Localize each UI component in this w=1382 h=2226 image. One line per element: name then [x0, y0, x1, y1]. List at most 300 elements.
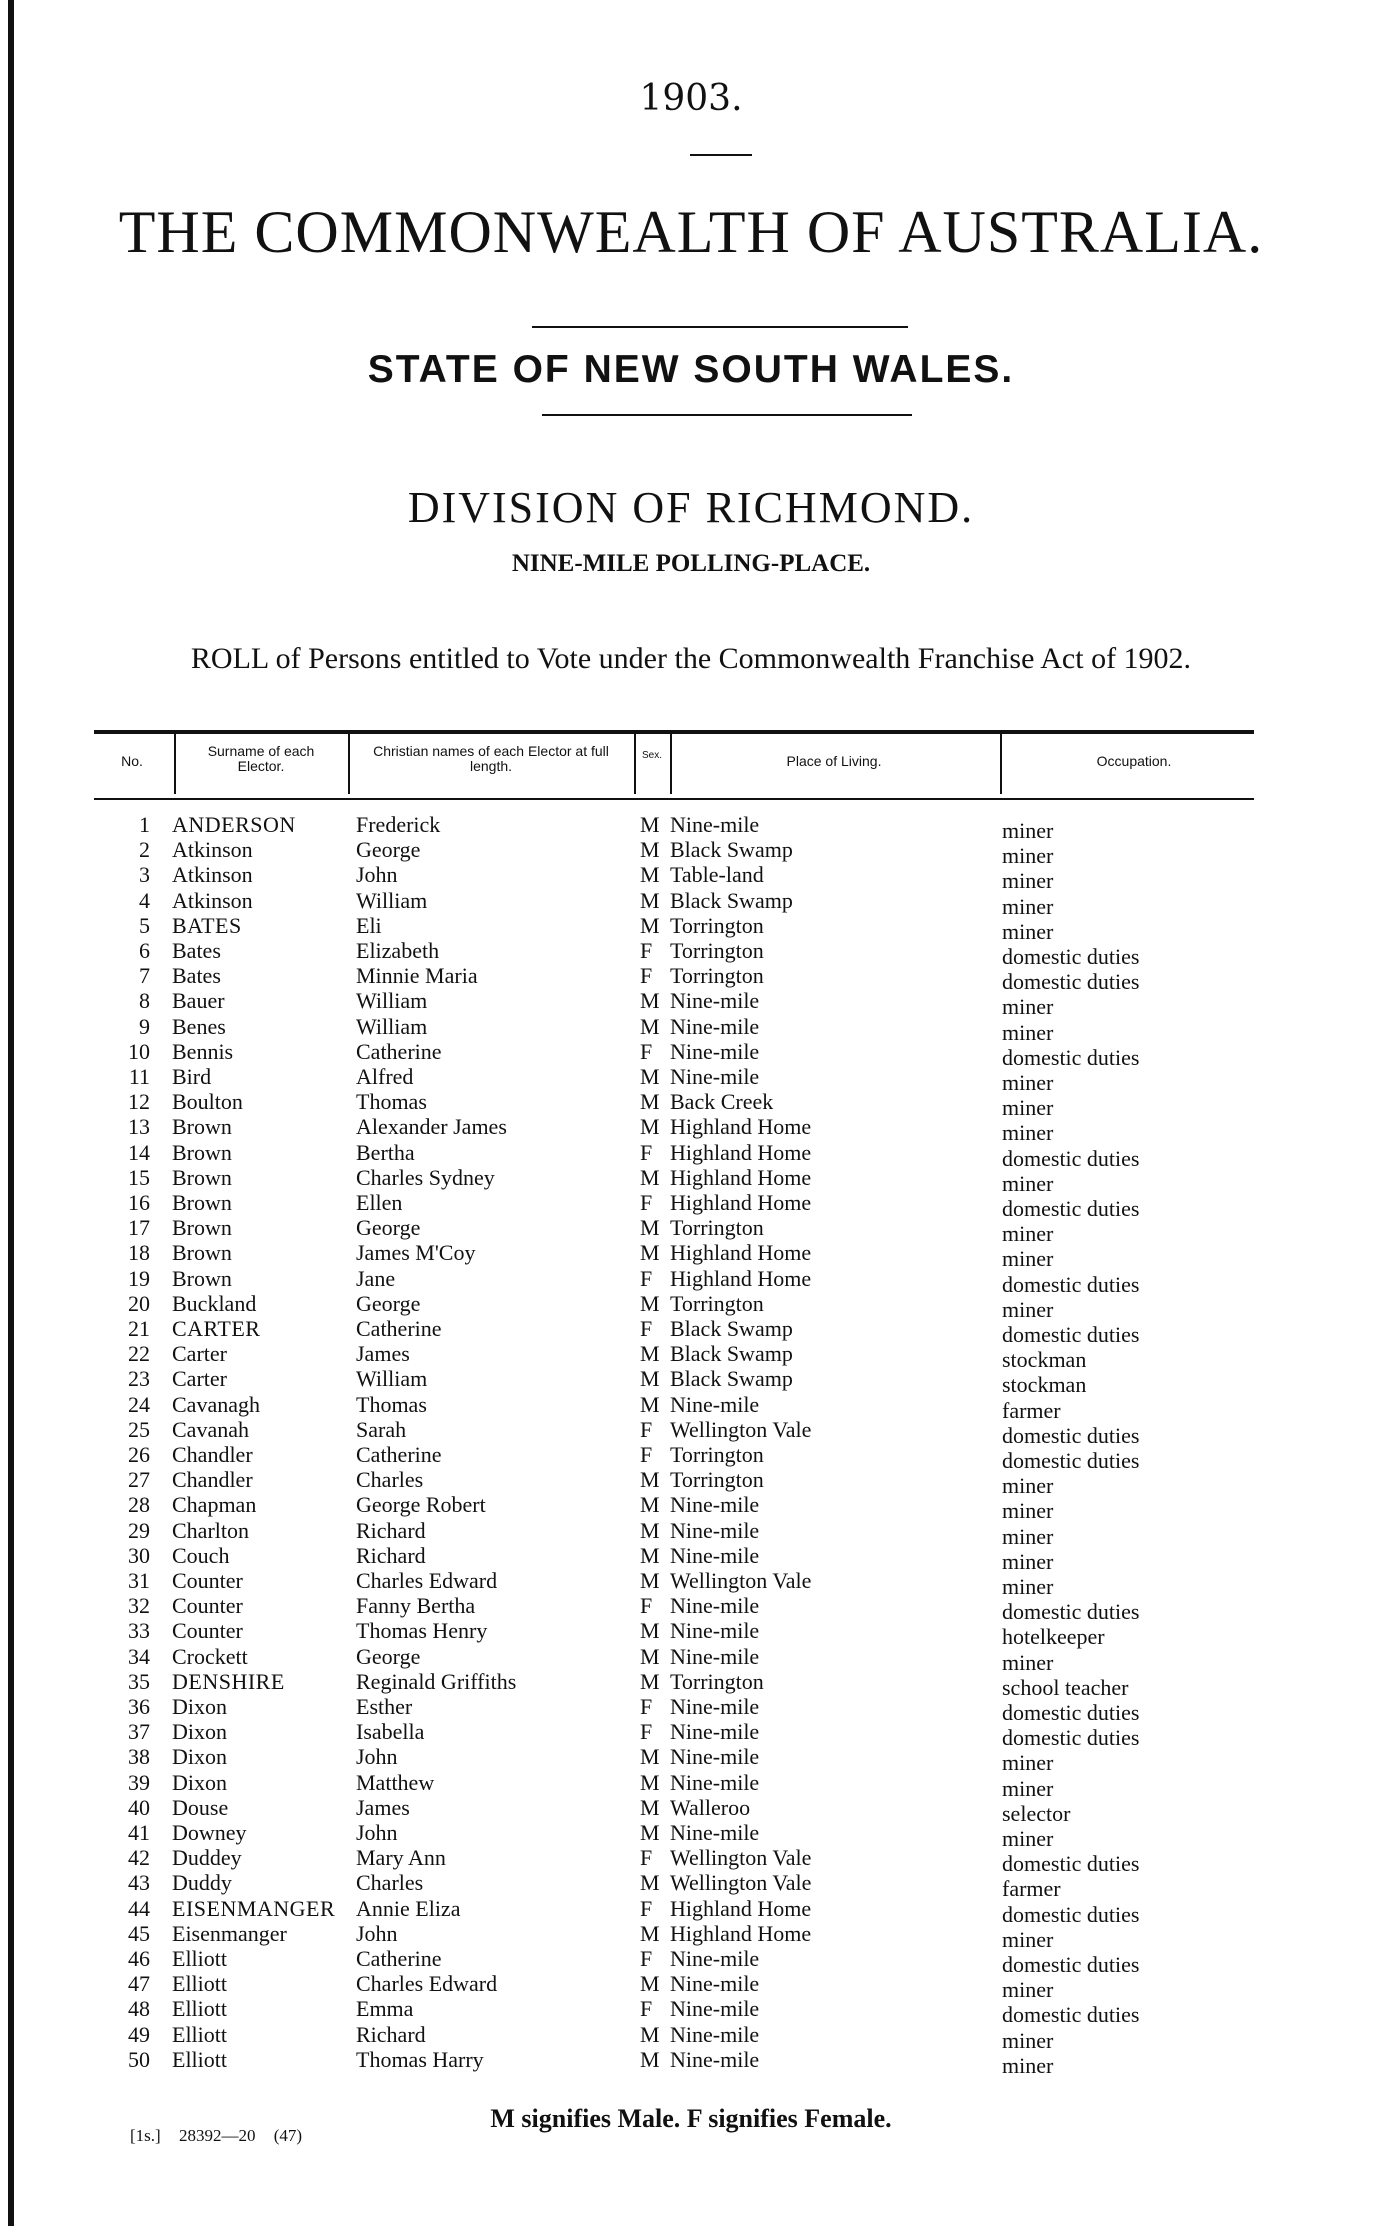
table-row: [0, 1392, 1382, 1423]
table-row: [0, 1291, 1382, 1322]
elector-sex: M: [640, 2022, 660, 2047]
elector-occupation: domestic duties: [1002, 1146, 1140, 1171]
elector-surname: Douse: [172, 1795, 229, 1820]
elector-christian-names: Charles Edward: [356, 1971, 498, 1996]
elector-number: 43: [128, 1870, 150, 1895]
elector-place-of-living: Wellington Vale: [670, 1568, 812, 1593]
elector-surname: Cavanagh: [172, 1392, 260, 1417]
elector-occupation: miner: [1002, 1246, 1054, 1271]
elector-christian-names: Charles Edward: [356, 1568, 498, 1593]
elector-occupation: selector: [1002, 1801, 1071, 1826]
elector-christian-names: Catherine: [356, 1316, 442, 1341]
elector-surname: Buckland: [172, 1291, 257, 1316]
elector-place-of-living: Wellington Vale: [670, 1417, 812, 1442]
elector-christian-names: William: [356, 988, 428, 1013]
col-header-surname: Surname of each Elector.: [207, 743, 315, 774]
table-row: [0, 1140, 1382, 1171]
elector-surname: Chapman: [172, 1492, 257, 1517]
table-row: [0, 1543, 1382, 1574]
elector-surname: Atkinson: [172, 837, 253, 862]
elector-occupation: domestic duties: [1002, 969, 1140, 994]
elector-surname: Dixon: [172, 1719, 227, 1744]
elector-place-of-living: Torrington: [670, 1467, 764, 1492]
elector-sex: M: [640, 1870, 660, 1895]
col-header-occupation: Occupation.: [1096, 753, 1172, 769]
elector-surname: Chandler: [172, 1467, 253, 1492]
elector-place-of-living: Nine-mile: [670, 1644, 760, 1669]
elector-place-of-living: Nine-mile: [670, 1014, 760, 1039]
elector-christian-names: John: [356, 1921, 398, 1946]
table-row: [0, 1744, 1382, 1775]
elector-surname: Elliott: [172, 1971, 227, 1996]
table-row: [0, 1719, 1382, 1750]
elector-sex: M: [640, 1543, 660, 1568]
elector-christian-names: Alexander James: [356, 1114, 507, 1139]
elector-christian-names: Catherine: [356, 1442, 442, 1467]
elector-christian-names: George: [356, 1644, 421, 1669]
col-header-no: No.: [121, 753, 143, 769]
elector-occupation: miner: [1002, 1927, 1054, 1952]
elector-surname: Counter: [172, 1568, 243, 1593]
elector-surname: Couch: [172, 1543, 230, 1568]
elector-occupation: domestic duties: [1002, 2002, 1140, 2027]
table-row: [0, 1240, 1382, 1271]
elector-christian-names: Esther: [356, 1694, 413, 1719]
elector-number: 16: [128, 1190, 150, 1215]
table-row: [0, 2022, 1382, 2053]
elector-number: 40: [128, 1795, 150, 1820]
elector-occupation: miner: [1002, 1750, 1054, 1775]
elector-occupation: miner: [1002, 1297, 1054, 1322]
elector-christian-names: William: [356, 1014, 428, 1039]
elector-occupation: miner: [1002, 1070, 1054, 1095]
elector-occupation: farmer: [1002, 1398, 1061, 1423]
elector-place-of-living: Nine-mile: [670, 812, 760, 837]
elector-occupation: miner: [1002, 1776, 1054, 1801]
elector-occupation: miner: [1002, 919, 1054, 944]
elector-number: 19: [128, 1266, 150, 1291]
roll-caption: ROLL of Persons entitled to Vote under the Commonwealth Franchise Act of 1902.: [190, 642, 1192, 675]
elector-occupation: miner: [1002, 868, 1054, 893]
elector-number: 27: [128, 1467, 150, 1492]
elector-number: 6: [139, 938, 150, 963]
table-row: [0, 1770, 1382, 1801]
elector-surname: Counter: [172, 1593, 243, 1618]
elector-number: 35: [128, 1669, 150, 1694]
elector-sex: M: [640, 1014, 660, 1039]
table-row: [0, 1644, 1382, 1675]
elector-occupation: stockman: [1002, 1372, 1087, 1397]
elector-number: 21: [128, 1316, 150, 1341]
elector-place-of-living: Black Swamp: [670, 1341, 793, 1366]
elector-occupation: miner: [1002, 994, 1054, 1019]
table-row: [0, 1971, 1382, 2002]
column-divider: [174, 734, 176, 794]
elector-christian-names: Ellen: [356, 1190, 403, 1215]
elector-surname: Elliott: [172, 2047, 227, 2072]
table-row: [0, 1492, 1382, 1523]
table-row: [0, 1089, 1382, 1120]
elector-christian-names: John: [356, 1744, 398, 1769]
elector-place-of-living: Nine-mile: [670, 1064, 760, 1089]
elector-number: 24: [128, 1392, 150, 1417]
elector-number: 25: [128, 1417, 150, 1442]
elector-sex: M: [640, 1921, 660, 1946]
elector-number: 47: [128, 1971, 150, 1996]
elector-number: 3: [139, 862, 150, 887]
elector-place-of-living: Nine-mile: [670, 1719, 760, 1744]
table-row: [0, 1215, 1382, 1246]
elector-christian-names: John: [356, 862, 398, 887]
elector-place-of-living: Back Creek: [670, 1089, 774, 1114]
page-title: THE COMMONWEALTH OF AUSTRALIA.: [118, 199, 1264, 265]
elector-place-of-living: Nine-mile: [670, 1618, 760, 1643]
elector-number: 1: [139, 812, 150, 837]
elector-occupation: domestic duties: [1002, 1599, 1140, 1624]
elector-christian-names: Eli: [356, 913, 382, 938]
elector-sex: M: [640, 1240, 660, 1265]
elector-christian-names: Emma: [356, 1996, 414, 2021]
table-row: [0, 1921, 1382, 1952]
elector-place-of-living: Nine-mile: [670, 1543, 760, 1568]
elector-place-of-living: Nine-mile: [670, 1946, 760, 1971]
elector-occupation: domestic duties: [1002, 1322, 1140, 1347]
elector-number: 7: [139, 963, 150, 988]
table-row: [0, 1946, 1382, 1977]
elector-place-of-living: Torrington: [670, 913, 764, 938]
elector-occupation: miner: [1002, 1549, 1054, 1574]
elector-place-of-living: Nine-mile: [670, 1518, 760, 1543]
elector-occupation: domestic duties: [1002, 1423, 1140, 1448]
elector-place-of-living: Nine-mile: [670, 1039, 760, 1064]
table-row: [0, 1845, 1382, 1876]
elector-occupation: hotelkeeper: [1002, 1624, 1105, 1649]
divider: [532, 326, 908, 328]
elector-sex: M: [640, 1568, 660, 1593]
table-row: [0, 2047, 1382, 2078]
elector-place-of-living: Nine-mile: [670, 1820, 760, 1845]
elector-number: 33: [128, 1618, 150, 1643]
elector-number: 15: [128, 1165, 150, 1190]
elector-number: 22: [128, 1341, 150, 1366]
elector-place-of-living: Nine-mile: [670, 2047, 760, 2072]
table-row: [0, 938, 1382, 969]
elector-christian-names: Richard: [356, 1543, 426, 1568]
elector-surname: Atkinson: [172, 888, 253, 913]
elector-sex: M: [640, 862, 660, 887]
elector-christian-names: Elizabeth: [356, 938, 440, 963]
elector-christian-names: Frederick: [356, 812, 441, 837]
elector-occupation: miner: [1002, 1498, 1054, 1523]
elector-place-of-living: Nine-mile: [670, 1770, 760, 1795]
elector-christian-names: Alfred: [356, 1064, 414, 1089]
elector-sex: M: [640, 2047, 660, 2072]
table-row: [0, 988, 1382, 1019]
table-row: [0, 1618, 1382, 1649]
table-row: [0, 1266, 1382, 1297]
elector-occupation: domestic duties: [1002, 1196, 1140, 1221]
polling-place-heading: NINE-MILE POLLING-PLACE.: [511, 550, 871, 577]
column-divider: [1000, 734, 1002, 794]
elector-surname: Elliott: [172, 1946, 227, 1971]
elector-surname: Bates: [172, 963, 221, 988]
elector-place-of-living: Torrington: [670, 1442, 764, 1467]
elector-place-of-living: Nine-mile: [670, 1392, 760, 1417]
elector-number: 30: [128, 1543, 150, 1568]
elector-place-of-living: Torrington: [670, 1291, 764, 1316]
elector-christian-names: Isabella: [356, 1719, 425, 1744]
elector-place-of-living: Highland Home: [670, 1921, 812, 1946]
table-row: [0, 1039, 1382, 1070]
elector-place-of-living: Nine-mile: [670, 1492, 760, 1517]
elector-number: 42: [128, 1845, 150, 1870]
table-row: [0, 1694, 1382, 1725]
elector-sex: M: [640, 812, 660, 837]
elector-christian-names: Minnie Maria: [356, 963, 478, 988]
elector-sex: F: [640, 1190, 653, 1215]
elector-sex: M: [640, 913, 660, 938]
table-row: [0, 1820, 1382, 1851]
table-row: [0, 1896, 1382, 1927]
elector-place-of-living: Highland Home: [670, 1140, 812, 1165]
table-row: [0, 1064, 1382, 1095]
elector-surname: Downey: [172, 1820, 247, 1845]
elector-occupation: domestic duties: [1002, 1448, 1140, 1473]
elector-occupation: domestic duties: [1002, 1851, 1140, 1876]
elector-sex: M: [640, 1114, 660, 1139]
elector-surname: Brown: [172, 1165, 232, 1190]
elector-sex: M: [640, 1644, 660, 1669]
elector-place-of-living: Black Swamp: [670, 1316, 793, 1341]
elector-sex: M: [640, 837, 660, 862]
elector-place-of-living: Nine-mile: [670, 1996, 760, 2021]
elector-surname: Brown: [172, 1114, 232, 1139]
sex-legend: M signifies Male. F signifies Female.: [490, 2104, 892, 2133]
elector-number: 32: [128, 1593, 150, 1618]
elector-sex: M: [640, 1064, 660, 1089]
elector-number: 13: [128, 1114, 150, 1139]
elector-sex: M: [640, 1341, 660, 1366]
elector-place-of-living: Nine-mile: [670, 1593, 760, 1618]
elector-number: 20: [128, 1291, 150, 1316]
elector-place-of-living: Black Swamp: [670, 888, 793, 913]
elector-surname: ANDERSON: [172, 812, 296, 837]
elector-christian-names: James: [356, 1795, 410, 1820]
elector-occupation: domestic duties: [1002, 1902, 1140, 1927]
elector-surname: Brown: [172, 1190, 232, 1215]
elector-number: 46: [128, 1946, 150, 1971]
printer-mark: [1s.] 28392—20 (47): [130, 2126, 303, 2145]
elector-christian-names: William: [356, 888, 428, 913]
elector-christian-names: George: [356, 1215, 421, 1240]
elector-christian-names: Charles Sydney: [356, 1165, 495, 1190]
elector-occupation: domestic duties: [1002, 1272, 1140, 1297]
elector-occupation: miner: [1002, 1977, 1054, 2002]
elector-sex: M: [640, 1971, 660, 1996]
divider: [542, 414, 912, 416]
table-row: [0, 1014, 1382, 1045]
table-row: [0, 1366, 1382, 1397]
elector-sex: M: [640, 888, 660, 913]
elector-sex: F: [640, 1316, 653, 1341]
elector-surname: Carter: [172, 1341, 227, 1366]
table-row: [0, 1593, 1382, 1624]
elector-number: 31: [128, 1568, 150, 1593]
elector-occupation: school teacher: [1002, 1675, 1129, 1700]
elector-number: 4: [139, 888, 150, 913]
division-heading: DIVISION OF RICHMOND.: [407, 483, 975, 532]
elector-occupation: domestic duties: [1002, 1952, 1140, 1977]
elector-place-of-living: Highland Home: [670, 1190, 812, 1215]
elector-surname: EISENMANGER: [172, 1896, 336, 1921]
table-row: [0, 812, 1382, 843]
elector-number: 50: [128, 2047, 150, 2072]
elector-place-of-living: Nine-mile: [670, 1971, 760, 1996]
table-header-rule: [94, 798, 1254, 800]
elector-occupation: miner: [1002, 1650, 1054, 1675]
elector-place-of-living: Nine-mile: [670, 2022, 760, 2047]
table-row: [0, 1996, 1382, 2027]
elector-number: 36: [128, 1694, 150, 1719]
elector-christian-names: Charles: [356, 1467, 424, 1492]
elector-surname: Duddey: [172, 1845, 242, 1870]
table-row: [0, 1190, 1382, 1221]
elector-number: 44: [128, 1896, 150, 1921]
elector-sex: F: [640, 1442, 653, 1467]
elector-occupation: stockman: [1002, 1347, 1087, 1372]
elector-christian-names: George: [356, 1291, 421, 1316]
column-divider: [348, 734, 350, 794]
elector-occupation: miner: [1002, 1574, 1054, 1599]
table-row: [0, 1114, 1382, 1145]
elector-christian-names: Mary Ann: [356, 1845, 446, 1870]
elector-surname: Cavanah: [172, 1417, 249, 1442]
elector-place-of-living: Highland Home: [670, 1165, 812, 1190]
table-row: [0, 1442, 1382, 1473]
elector-number: 45: [128, 1921, 150, 1946]
elector-sex: M: [640, 1744, 660, 1769]
elector-number: 38: [128, 1744, 150, 1769]
elector-sex: F: [640, 1896, 653, 1921]
elector-place-of-living: Wellington Vale: [670, 1845, 812, 1870]
table-row: [0, 1165, 1382, 1196]
elector-number: 34: [128, 1644, 150, 1669]
elector-occupation: miner: [1002, 1020, 1054, 1045]
table-row: [0, 1341, 1382, 1372]
elector-number: 12: [128, 1089, 150, 1114]
col-header-place: Place of Living.: [786, 753, 882, 769]
elector-sex: M: [640, 1618, 660, 1643]
elector-place-of-living: Torrington: [670, 1669, 764, 1694]
elector-sex: F: [640, 1996, 653, 2021]
elector-sex: F: [640, 938, 653, 963]
column-divider: [634, 734, 636, 794]
elector-sex: M: [640, 1518, 660, 1543]
elector-occupation: miner: [1002, 894, 1054, 919]
col-header-sex: Sex.: [641, 750, 662, 761]
elector-sex: M: [640, 1366, 660, 1391]
elector-christian-names: Thomas Henry: [356, 1618, 488, 1643]
elector-number: 9: [139, 1014, 150, 1039]
elector-surname: Chandler: [172, 1442, 253, 1467]
elector-occupation: domestic duties: [1002, 1700, 1140, 1725]
elector-number: 41: [128, 1820, 150, 1845]
elector-occupation: miner: [1002, 1826, 1054, 1851]
elector-number: 39: [128, 1770, 150, 1795]
elector-occupation: domestic duties: [1002, 1045, 1140, 1070]
elector-sex: F: [640, 1593, 653, 1618]
elector-sex: M: [640, 988, 660, 1013]
elector-number: 23: [128, 1366, 150, 1391]
elector-sex: F: [640, 1266, 653, 1291]
elector-christian-names: Matthew: [356, 1770, 435, 1795]
elector-christian-names: Thomas Harry: [356, 2047, 484, 2072]
elector-christian-names: Thomas: [356, 1392, 427, 1417]
elector-christian-names: James M'Coy: [356, 1240, 476, 1265]
elector-surname: Bates: [172, 938, 221, 963]
elector-sex: F: [640, 963, 653, 988]
elector-surname: Dixon: [172, 1744, 227, 1769]
elector-occupation: domestic duties: [1002, 1725, 1140, 1750]
elector-number: 28: [128, 1492, 150, 1517]
elector-number: 18: [128, 1240, 150, 1265]
elector-place-of-living: Black Swamp: [670, 1366, 793, 1391]
elector-surname: Brown: [172, 1266, 232, 1291]
col-header-christian: Christian names of each Elector at full length.: [373, 743, 609, 774]
elector-place-of-living: Torrington: [670, 1215, 764, 1240]
table-row: [0, 1467, 1382, 1498]
divider: [690, 154, 752, 156]
elector-surname: Atkinson: [172, 862, 253, 887]
elector-place-of-living: Nine-mile: [670, 1694, 760, 1719]
elector-surname: Bauer: [172, 988, 225, 1013]
elector-surname: Dixon: [172, 1694, 227, 1719]
year: 1903.: [639, 78, 743, 119]
elector-surname: Carter: [172, 1366, 227, 1391]
elector-sex: M: [640, 1770, 660, 1795]
elector-surname: Eisenmanger: [172, 1921, 287, 1946]
elector-place-of-living: Torrington: [670, 938, 764, 963]
elector-sex: M: [640, 1492, 660, 1517]
elector-sex: F: [640, 1845, 653, 1870]
elector-surname: Brown: [172, 1215, 232, 1240]
table-row: [0, 1669, 1382, 1700]
elector-christian-names: William: [356, 1366, 428, 1391]
elector-place-of-living: Walleroo: [670, 1795, 751, 1820]
elector-christian-names: John: [356, 1820, 398, 1845]
elector-surname: Benes: [172, 1014, 226, 1039]
elector-place-of-living: Nine-mile: [670, 1744, 760, 1769]
elector-surname: Bird: [172, 1064, 212, 1089]
elector-occupation: miner: [1002, 1095, 1054, 1120]
elector-sex: M: [640, 1089, 660, 1114]
elector-place-of-living: Highland Home: [670, 1114, 812, 1139]
elector-surname: Brown: [172, 1140, 232, 1165]
elector-occupation: farmer: [1002, 1876, 1061, 1901]
elector-christian-names: Fanny Bertha: [356, 1593, 476, 1618]
table-row: [0, 1795, 1382, 1826]
table-row: [0, 1417, 1382, 1448]
elector-christian-names: Catherine: [356, 1946, 442, 1971]
table-row: [0, 1870, 1382, 1901]
elector-christian-names: James: [356, 1341, 410, 1366]
elector-occupation: miner: [1002, 2053, 1054, 2078]
elector-christian-names: George Robert: [356, 1492, 486, 1517]
elector-surname: Crockett: [172, 1644, 248, 1669]
elector-sex: M: [640, 1669, 660, 1694]
elector-surname: DENSHIRE: [172, 1669, 285, 1694]
elector-occupation: miner: [1002, 1221, 1054, 1246]
